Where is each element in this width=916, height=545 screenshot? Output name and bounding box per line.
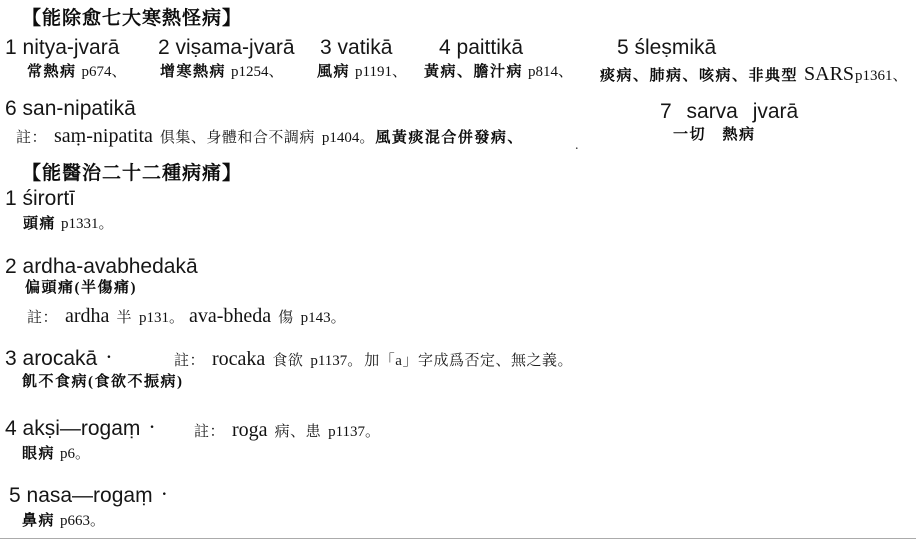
note-term: roga [232, 419, 268, 441]
note-term: rocaka [212, 348, 266, 370]
note-zh: 俱集、身體和合不調病 [159, 130, 315, 146]
page-ref: p131。 [138, 310, 184, 326]
gloss-nitya-jvara [27, 63, 127, 81]
separator-dot: · [149, 419, 155, 436]
note-tail: 加「a」字成爲否定、無之義。 [364, 353, 573, 369]
page-ref: p143。 [300, 310, 346, 326]
term-vatika: 3 vatikā [320, 36, 393, 59]
page-ref: p814、 [528, 64, 574, 80]
page-ref: p1404。 [321, 130, 375, 146]
term-sirorti: 1 śirortī [5, 187, 76, 210]
gloss-zh: 痰病、肺病、咳病、非典型 [600, 68, 799, 84]
page-ref: p1137。 [328, 424, 381, 440]
note-aksi-rogam [192, 419, 380, 442]
term-nitya-jvara: 1 nitya-jvarā [5, 36, 120, 59]
term-aksi-rogam-line [5, 417, 155, 441]
gloss-zh: 常熱病 [27, 64, 77, 80]
gloss-aksi-rogam [22, 445, 90, 463]
separator-dot: · [106, 349, 112, 366]
section1-heading: 【能除愈七大寒熱怪病】 [22, 8, 243, 29]
page-ref: p1331。 [61, 216, 114, 232]
note-ardha-avabhedaka [25, 305, 346, 328]
term-arocaka: 3 arocakā [5, 347, 98, 370]
note-term: saṃ-nipatita [54, 125, 153, 147]
page-ref: p1361、 [855, 68, 908, 84]
page-ref: p674、 [81, 64, 127, 80]
gloss-zh: 眼病 [22, 446, 56, 462]
gloss-zh: 黃病、膽汁病 [424, 64, 524, 80]
page-ref: p1137。 [310, 353, 363, 369]
term-nasa-rogam-line [9, 484, 167, 508]
note-san-nipatika [14, 125, 524, 148]
gloss-visama-jvara [160, 63, 284, 81]
gloss-zh: 頭痛 [23, 216, 57, 232]
term-visama-jvara: 2 viṣama-jvarā [158, 36, 295, 59]
gloss-paittika [424, 63, 573, 81]
term-san-nipatika: 6 san-nipatikā [5, 97, 136, 120]
gloss-slesmika [600, 63, 908, 86]
term-arocaka-line [5, 347, 112, 371]
note-prefix: 註： [194, 424, 226, 440]
term-nasa-rogam: 5 nasa—rogaṃ [9, 484, 153, 507]
note-prefix: 註： [16, 130, 48, 146]
note-prefix: 註： [174, 353, 206, 369]
note-zh: 半 [116, 310, 132, 326]
gloss-zh: 鼻病 [22, 513, 56, 529]
note-arocaka [172, 348, 575, 371]
separator-dot: · [161, 486, 167, 503]
gloss-nasa-rogam [22, 512, 105, 530]
bottom-rule [0, 538, 916, 539]
note-prefix: 註： [27, 310, 59, 326]
note-term: ava-bheda [188, 305, 272, 327]
gloss-sirorti [23, 215, 114, 233]
page-ref: p1191、 [355, 64, 407, 80]
term-sarva-jvara: 7 sarva jvarā [660, 100, 799, 123]
gloss-arocaka: 飢不食病(食欲不振病) [22, 374, 184, 390]
note-zh: 病、患 [274, 424, 322, 440]
term-ardha-avabhedaka: 2 ardha-avabhedakā [5, 255, 198, 278]
page-ref: p1254、 [231, 64, 284, 80]
page-ref: p6。 [60, 446, 91, 462]
note-tail: 風黃痰混合併發病、 [375, 130, 524, 146]
term-slesmika: 5 śleṣmikā [617, 36, 717, 59]
gloss-vatika [317, 63, 407, 81]
term-paittika: 4 paittikā [439, 36, 524, 59]
gloss-sarva-jvara: 一切 熱病 [673, 127, 756, 143]
note-zh: 食欲 [272, 353, 304, 369]
section2-heading: 【能醫治二十二種病痛】 [22, 163, 243, 184]
stray-dot: . [575, 138, 579, 153]
page-ref: p663。 [60, 513, 106, 529]
gloss-zh: 增寒熱病 [160, 64, 227, 80]
gloss-ardha-avabhedaka: 偏頭痛(半傷痛) [25, 280, 137, 296]
note-zh: 傷 [278, 310, 294, 326]
gloss-zh: 風病 [317, 64, 351, 80]
gloss-latin-sars: SARS [804, 63, 855, 85]
term-aksi-rogam: 4 akṣi—rogaṃ [5, 417, 141, 440]
note-term: ardha [65, 305, 110, 327]
